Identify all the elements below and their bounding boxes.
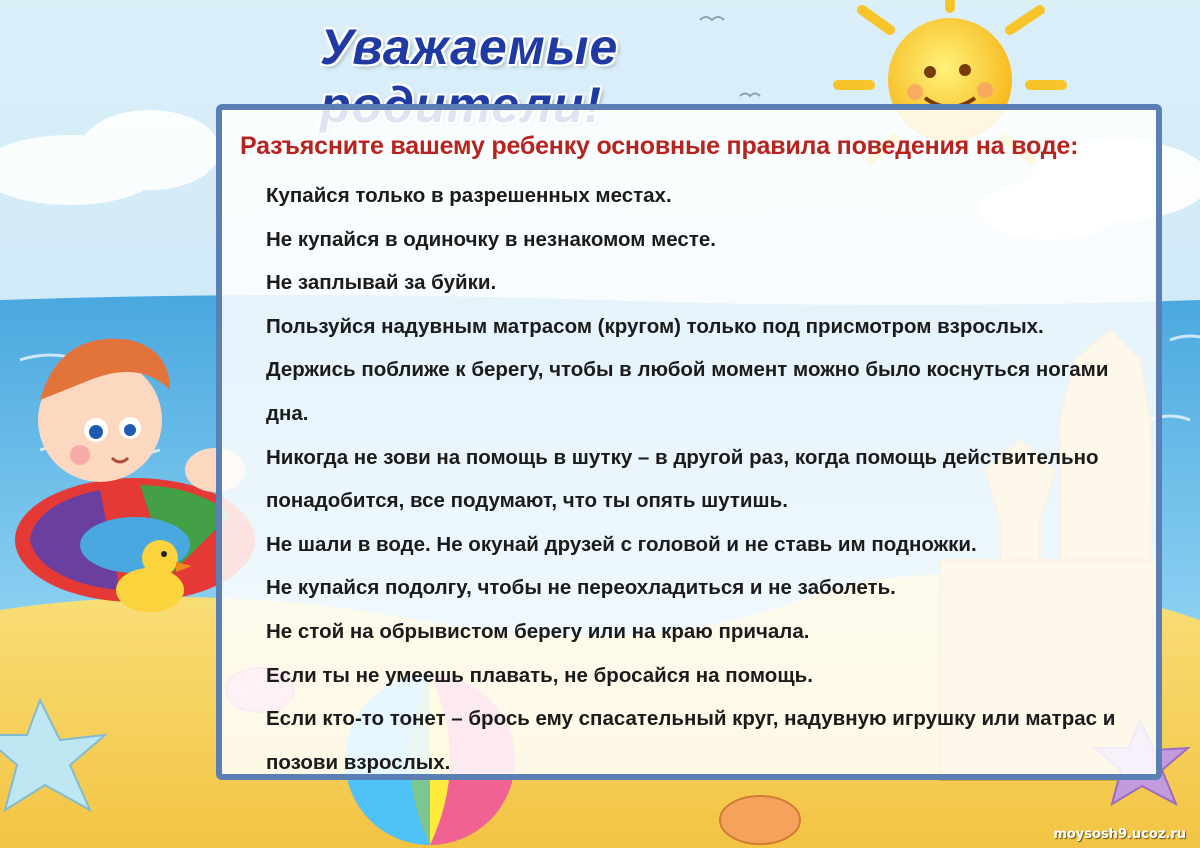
rule-item: Не купайся подолгу, чтобы не переохладиться и не заболеть. xyxy=(266,576,896,600)
rule-item: Держись поближе к берегу, чтобы в любой момент можно было коснуться ногами дна. xyxy=(266,358,1109,425)
rule-item: Пользуйся надувным матрасом (кругом) только под присмотром взрослых. xyxy=(266,314,1044,338)
rules-subtitle: Разъясните вашему ребенку основные правила поведения на воде: xyxy=(240,132,1079,160)
rule-item: Не заплывай за буйки. xyxy=(266,271,497,295)
site-watermark: moysosh9.ucoz.ru xyxy=(1053,827,1186,842)
rule-item: Не стой на обрывистом берегу или на краю причала. xyxy=(266,619,810,643)
rule-item: Если ты не умеешь плавать, не бросайся на помощь. xyxy=(266,663,813,687)
page-title: Уважаемые xyxy=(320,19,619,75)
rule-item: Никогда не зови на помощь в шутку – в другой раз, когда помощь действительно понадобится, все подумают, что ты опять шутишь. xyxy=(266,445,1099,513)
rule-item: Если кто-то тонет – брось ему спасательный круг, надувную игрушку или матрас и позови взрослых. xyxy=(266,707,1116,774)
rule-item: Не шали в воде. Не окунай друзей с головой и не ставь им подножки. xyxy=(266,532,977,556)
rules-list xyxy=(266,174,1156,784)
rule-item: Купайся только в разрешенных местах. xyxy=(266,184,672,207)
rule-item: Не купайся в одиночку в незнакомом месте. xyxy=(266,227,716,251)
